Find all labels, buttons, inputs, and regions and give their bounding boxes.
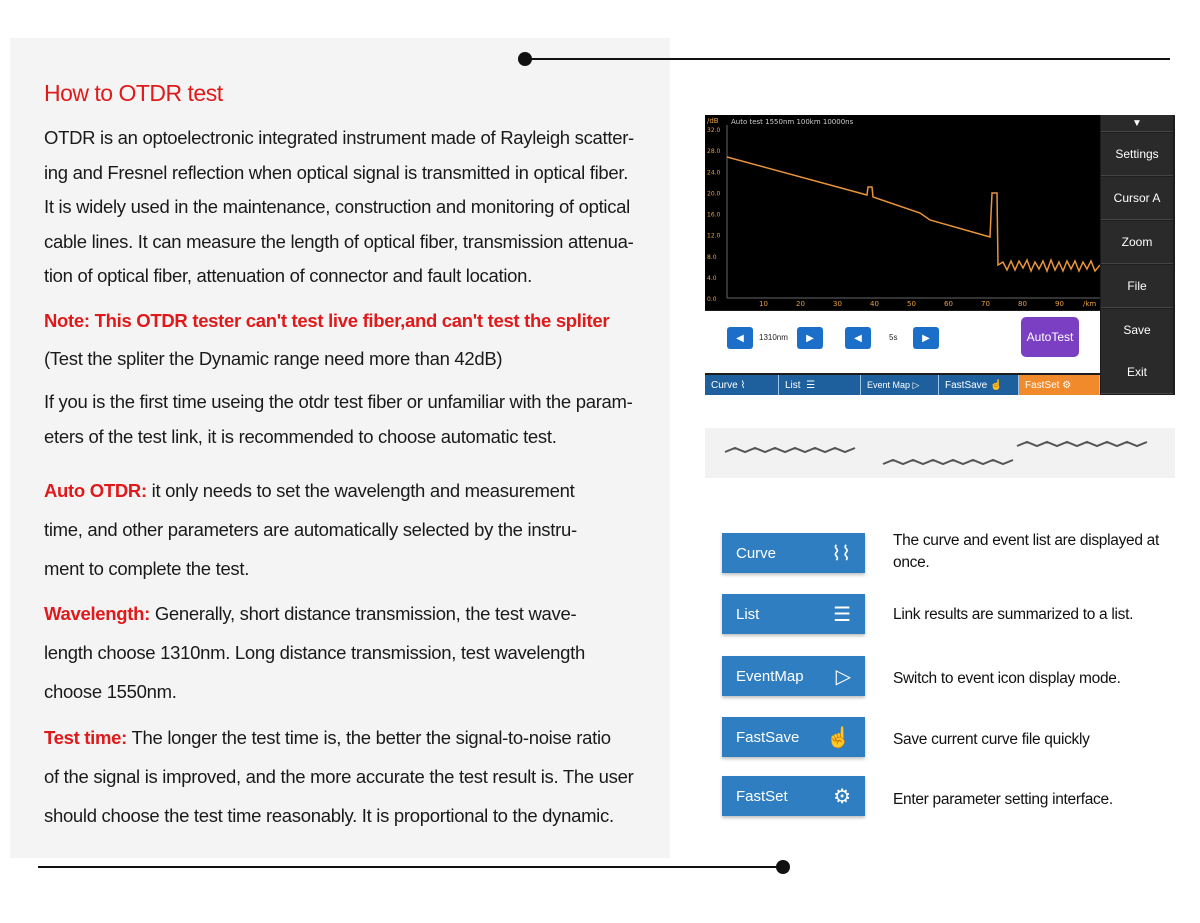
y-tick-label: 16.0 <box>707 211 721 219</box>
y-tick-label: 12.0 <box>707 232 721 240</box>
legend-fastsave-button <box>722 717 865 757</box>
auto-otdr-text: it only needs to set the wavelength and measurement <box>146 480 575 501</box>
eventmap-icon: ▷ <box>835 665 851 688</box>
test-time-label: Test time: <box>44 727 128 748</box>
legend-fastset-label: FastSet <box>736 787 788 805</box>
otdr-screen <box>705 115 1175 395</box>
tab-event-map[interactable] <box>861 375 939 395</box>
x-tick-label: 50 <box>907 300 916 308</box>
wavelength-value: 1310nm <box>759 333 788 342</box>
tab-fastset-label: FastSet <box>1025 379 1060 391</box>
auto-otdr-line: time, and other parameters are automatically selected by the instru- <box>44 519 577 540</box>
decorative-squiggles <box>705 428 1175 478</box>
legend-eventmap-desc: Switch to event icon display mode. <box>893 670 1121 687</box>
y-tick-label: 28.0 <box>707 148 721 156</box>
first-time-line: If you is the first time useing the otdr test fiber or unfamiliar with the param- <box>44 391 633 412</box>
list-icon: ☰ <box>833 603 851 626</box>
bottom-divider <box>38 866 783 868</box>
y-tick-label: 32.0 <box>707 127 721 134</box>
curve-icon: ⌇⌇ <box>831 542 851 565</box>
x-tick-label: 20 <box>796 300 805 308</box>
x-tick-label: 10 <box>759 300 768 308</box>
tab-curve-label: Curve <box>711 379 738 391</box>
y-tick-label: 0.0 <box>707 296 717 303</box>
tab-fastset[interactable] <box>1019 375 1100 395</box>
legend-fastset-desc: Enter parameter setting interface. <box>893 791 1113 808</box>
menu-save[interactable]: Save <box>1101 309 1173 352</box>
intro-line: ing and Fresnel reflection when optical signal is transmitted in optical fiber. <box>44 161 629 183</box>
tab-fastsave[interactable] <box>939 375 1019 395</box>
y-unit: /dB <box>707 117 719 125</box>
legend-fastset-button <box>722 776 865 816</box>
y-tick-label: 4.0 <box>707 274 717 282</box>
x-tick-label: 90 <box>1055 300 1064 308</box>
note-line: Note: This OTDR tester can't test live fiber,and can't test the spliter <box>44 310 610 331</box>
note-subline: (Test the spliter the Dynamic range need more than 42dB) <box>44 348 503 369</box>
control-panel <box>705 311 1100 373</box>
trace-header: Auto test 1550nm 100km 10000ns <box>731 118 854 126</box>
menu-cursor-a[interactable]: Cursor A <box>1101 177 1173 220</box>
intro-line: cable lines. It can measure the length of optical fiber, transmission attenua- <box>44 230 634 252</box>
test-time-paragraph <box>44 718 674 835</box>
legend-list-desc: Link results are summarized to a list. <box>893 606 1134 623</box>
x-tick-label: 30 <box>833 300 842 308</box>
x-tick-label: 70 <box>981 300 990 308</box>
top-divider <box>525 58 1170 60</box>
wavelength-prev-button[interactable]: ◀ <box>727 327 753 349</box>
first-time-paragraph <box>44 385 674 454</box>
intro-paragraph <box>44 121 674 294</box>
legend-curve-label: Curve <box>736 544 777 562</box>
device-tabbar <box>705 375 1100 395</box>
menu-exit[interactable]: Exit <box>1101 351 1173 394</box>
legend-curve-desc: The curve and event list are displayed at once. <box>893 532 1159 571</box>
menu-zoom[interactable]: Zoom <box>1101 221 1173 264</box>
legend-eventmap-button <box>722 656 865 696</box>
menu-collapse-icon[interactable]: ▼ <box>1101 115 1173 132</box>
trace-svg <box>705 115 1100 310</box>
test-time-line: should choose the test time reasonably. It is proportional to the dynamic. <box>44 805 614 826</box>
wavelength-line: length choose 1310nm. Long distance transmission, test wavelength <box>44 642 585 663</box>
fastsave-icon: ☝ <box>990 379 1003 391</box>
wavelength-text: Generally, short distance transmission, the test wave- <box>150 603 577 624</box>
time-next-button[interactable]: ▶ <box>913 327 939 349</box>
legend-curve-button <box>722 533 865 573</box>
auto-otdr-line: ment to complete the test. <box>44 558 250 579</box>
first-time-line: eters of the test link, it is recommended to choose automatic test. <box>44 425 557 447</box>
auto-otdr-paragraph <box>44 471 674 588</box>
legend-list-label: List <box>736 605 760 623</box>
x-tick-label: 40 <box>870 300 879 308</box>
tab-list-label: List <box>785 379 801 391</box>
page-title: How to OTDR test <box>44 80 223 106</box>
list-icon: ☰ <box>806 379 816 391</box>
gear-icon: ⚙ <box>1062 379 1072 391</box>
legend-fastsave-label: FastSave <box>736 728 800 746</box>
tab-curve[interactable] <box>705 375 779 395</box>
trace-line <box>727 157 1100 271</box>
time-prev-button[interactable]: ◀ <box>845 327 871 349</box>
intro-line: It is widely used in the maintenance, construction and monitoring of optical <box>44 196 630 217</box>
legend-list-button <box>722 594 865 634</box>
auto-otdr-label: Auto OTDR: <box>44 480 147 501</box>
menu-settings[interactable]: Settings <box>1101 133 1173 176</box>
gear-icon: ⚙ <box>833 785 851 808</box>
tab-list[interactable] <box>779 375 861 395</box>
top-divider-dot <box>518 52 532 66</box>
test-time-text: The longer the test time is, the better the signal-to-noise ratio <box>127 727 611 748</box>
x-tick-label: 80 <box>1018 300 1027 308</box>
legend-fastsave-desc: Save current curve file quickly <box>893 731 1090 748</box>
tab-fastsave-label: FastSave <box>945 379 988 391</box>
x-unit: /km <box>1083 300 1097 308</box>
wavelength-next-button[interactable]: ▶ <box>797 327 823 349</box>
wavelength-label: Wavelength: <box>44 603 150 624</box>
eventmap-icon: ▷ <box>912 379 920 390</box>
test-time-line: of the signal is improved, and the more accurate the test result is. The user <box>44 766 634 787</box>
fastsave-icon: ☝ <box>826 726 851 749</box>
wavelength-paragraph <box>44 594 674 711</box>
y-tick-label: 20.0 <box>707 190 721 198</box>
y-tick-label: 24.0 <box>707 169 721 177</box>
menu-file[interactable]: File <box>1101 265 1173 308</box>
time-value: 5s <box>889 333 898 342</box>
side-menu <box>1101 115 1173 395</box>
wavelength-line: choose 1550nm. <box>44 681 177 702</box>
autotest-button[interactable]: AutoTest <box>1021 317 1079 357</box>
trace-plot <box>705 115 1100 310</box>
y-tick-label: 8.0 <box>707 253 717 261</box>
legend-eventmap-label: EventMap <box>736 667 804 685</box>
curve-icon: ⌇ <box>740 379 746 391</box>
bottom-divider-dot <box>776 860 790 874</box>
x-tick-label: 60 <box>944 300 953 308</box>
tab-event-map-label: Event Map <box>867 380 911 390</box>
intro-line: tion of optical fiber, attenuation of connector and fault location. <box>44 265 532 286</box>
intro-line: OTDR is an optoelectronic integrated instrument made of Rayleigh scatter- <box>44 127 634 148</box>
